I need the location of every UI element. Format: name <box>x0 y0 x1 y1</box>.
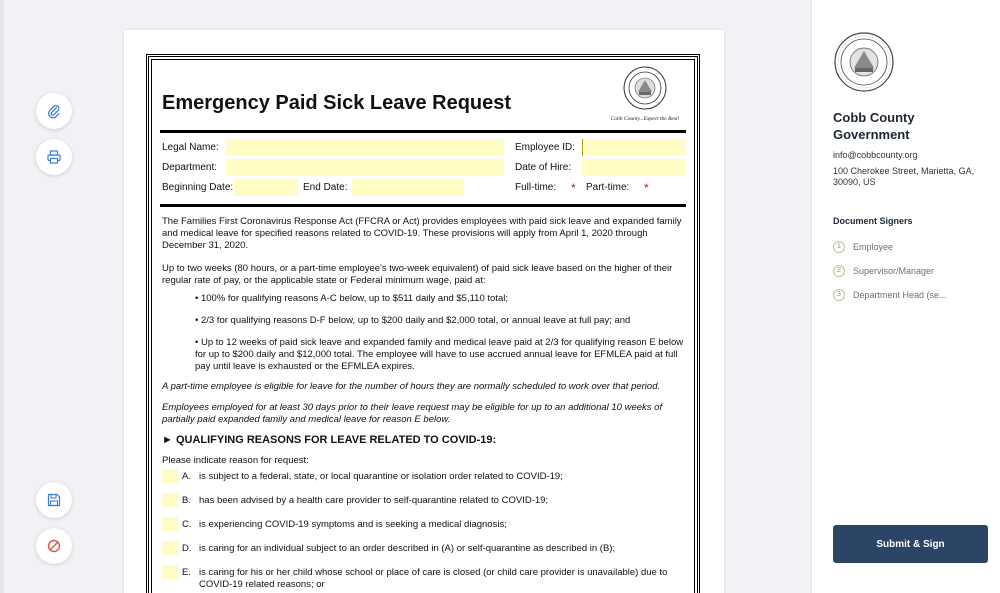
reason-text: is experiencing COVID-19 symptoms and is seeking a medical diagnosis; <box>199 519 507 530</box>
beginning-date-field[interactable] <box>234 179 298 196</box>
beginning-date-label: Beginning Date: <box>162 182 234 193</box>
signer-number: 2 <box>833 265 845 277</box>
part-time-label: Part-time: <box>586 182 630 193</box>
reason-letter: C. <box>182 519 192 530</box>
section-heading: ► QUALIFYING REASONS FOR LEAVE RELATED TO COVID-19: <box>162 434 497 446</box>
submit-sign-button[interactable]: Submit & Sign <box>833 525 988 563</box>
paperclip-icon <box>46 103 62 119</box>
org-name: Cobb County Government <box>833 110 915 142</box>
bullet-full-pay: • 100% for qualifying reasons A-C below, up to $511 daily and $5,110 total; <box>195 293 508 304</box>
reason-letter: D. <box>182 543 192 554</box>
signers-heading: Document Signers <box>833 216 913 226</box>
org-logo <box>834 32 894 97</box>
document-seal <box>608 66 682 122</box>
reason-letter: E. <box>182 567 191 578</box>
part-time-note: A part-time employee is eligible for leave for the number of hours they are normally scheduled to work over that period. <box>162 381 661 392</box>
attach-button[interactable] <box>36 93 72 129</box>
reason-checkbox[interactable] <box>162 565 178 579</box>
end-date-field[interactable] <box>352 179 464 196</box>
department-field[interactable] <box>226 159 504 176</box>
reason-checkbox[interactable] <box>162 517 178 531</box>
reason-letter: A. <box>182 471 191 482</box>
reason-text: has been advised by a health care provider to self-quarantine related to COVID-19; <box>199 495 549 506</box>
county-seal-icon <box>834 32 894 92</box>
fields-rule <box>160 204 686 207</box>
signer-name: Employee <box>853 242 894 252</box>
save-icon <box>46 492 62 508</box>
signer-number: 3 <box>833 289 845 301</box>
reason-prompt: Please indicate reason for request: <box>162 455 309 466</box>
intro-paragraph: The Families First Coronavirus Response Act (FFCRA or Act) provides employees with paid sick leave and expanded family and medical leave for specified reasons related to COVID-19. These provisions will apply from April 1, 2020 through December 31, 2020. <box>162 216 682 251</box>
legal-name-label: Legal Name: <box>162 142 219 153</box>
signing-sidebar <box>811 0 1000 593</box>
employee-id-label: Employee ID: <box>515 142 576 153</box>
org-address: 100 Cherokee Street, Marietta, GA, 30090, US <box>833 166 975 187</box>
reason-item <box>162 541 684 565</box>
field-row-3 <box>162 179 686 197</box>
reason-text: is caring for an individual subject to an order described in (A) or self-quarantine as described in (B); <box>199 543 616 554</box>
employee-id-field[interactable] <box>582 139 686 156</box>
date-of-hire-label: Date of Hire: <box>515 162 572 173</box>
reason-checkbox[interactable] <box>162 493 178 507</box>
decline-button[interactable] <box>36 528 72 564</box>
legal-name-field[interactable] <box>226 139 504 156</box>
reason-text: is caring for his or her child whose school or place of care is closed (or child care provider is unavailable) due to COVID-19 related reasons; or <box>199 567 668 590</box>
decline-icon <box>46 538 62 554</box>
field-row-1 <box>162 139 686 157</box>
reason-letter: B. <box>182 495 191 506</box>
bullet-two-thirds-pay: • 2/3 for qualifying reasons D-F below, up to $200 daily and $2,000 total, or annual leave at full pay; and <box>195 315 631 326</box>
date-of-hire-field[interactable] <box>582 159 686 176</box>
signer-name: Department Head (se... <box>853 290 947 300</box>
signer-name: Supervisor/Manager <box>853 266 935 276</box>
left-rail <box>0 0 4 593</box>
reason-checkbox[interactable] <box>162 541 178 555</box>
printer-icon <box>46 149 62 165</box>
bullet-twelve-weeks: • Up to 12 weeks of paid sick leave and expanded family and medical leave paid at 2/3 for qualifying reason E below for up to $200 daily and $12,000 total. The employee will have to use accrued annual leave for EFMLEA paid at full pay until leave is exhausted or the EFMLEA expires. <box>195 337 684 372</box>
part-time-required-mark: * <box>644 181 649 195</box>
document-title: Emergency Paid Sick Leave Request <box>162 92 512 114</box>
print-button[interactable] <box>36 139 72 175</box>
seal-tagline: Cobb County...Expect the Best! <box>610 116 680 122</box>
reason-item <box>162 565 684 593</box>
title-rule <box>160 130 686 133</box>
signer-number: 1 <box>833 241 845 253</box>
document-page <box>124 30 724 593</box>
reason-item <box>162 517 684 541</box>
org-email: info@cobbcounty.org <box>833 150 918 160</box>
full-time-required-mark: * <box>571 181 576 195</box>
reason-text: is subject to a federal, state, or local quarantine or isolation order related to COVID-19; <box>199 471 563 482</box>
reason-checkbox[interactable] <box>162 469 178 483</box>
reason-item <box>162 493 684 517</box>
county-seal-icon <box>623 66 667 110</box>
reason-item <box>162 469 684 493</box>
document-frame <box>146 54 700 593</box>
full-time-label: Full-time: <box>515 182 557 193</box>
end-date-label: End Date: <box>303 182 348 193</box>
two-weeks-paragraph: Up to two weeks (80 hours, or a part-time employee's two-week equivalent) of paid sick leave based on the higher of their regular rate of pay, or the applicable state or Federal minimum wage, paid at: <box>162 263 673 286</box>
thirty-days-note: Employees employed for at least 30 days prior to their leave request may be eligible for up to an additional 10 weeks of partially paid expanded family and medical leave for reason E below. <box>162 402 663 425</box>
save-button[interactable] <box>36 482 72 518</box>
department-label: Department: <box>162 162 218 173</box>
field-row-2 <box>162 159 686 177</box>
